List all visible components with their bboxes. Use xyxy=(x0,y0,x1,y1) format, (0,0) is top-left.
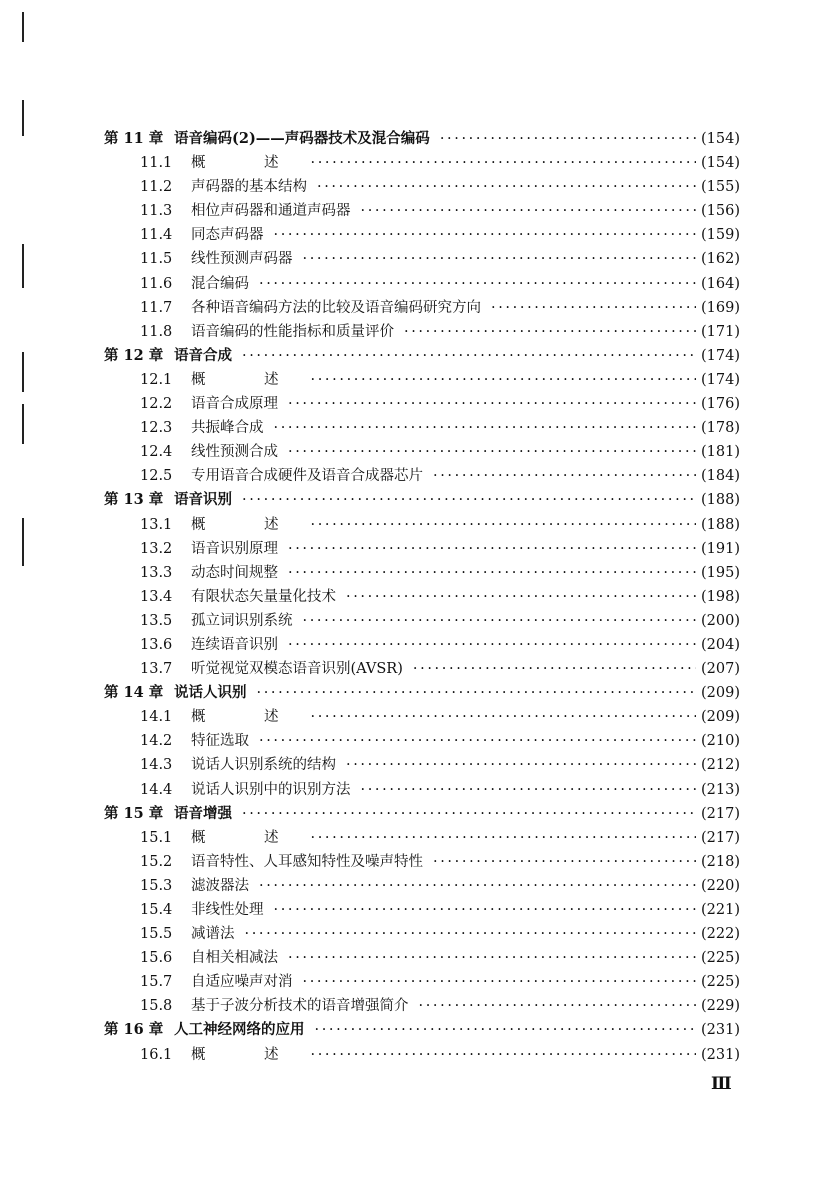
entry-heading xyxy=(140,709,305,725)
entry-title: 基于子波分析技术的语音增强简介 xyxy=(191,998,409,1015)
toc-section-entry[interactable] xyxy=(104,199,740,223)
entry-number: 13.6 xyxy=(140,636,173,653)
entry-title: 非线性处理 xyxy=(191,902,264,918)
entry-number: 11.8 xyxy=(140,323,173,340)
toc-section-entry[interactable] xyxy=(104,970,740,994)
dot-leader xyxy=(140,320,696,344)
entry-heading xyxy=(140,517,305,533)
entry-heading xyxy=(104,348,236,364)
entry-heading xyxy=(140,155,305,171)
toc-chapter-entry[interactable] xyxy=(104,681,740,705)
entry-title: 连续语音识别 xyxy=(191,636,278,653)
dot-leader xyxy=(140,199,696,223)
entry-number: 第 15 章 xyxy=(104,804,164,822)
entry-heading xyxy=(140,637,282,653)
dot-leader xyxy=(140,247,696,271)
entry-page-number: (155) xyxy=(701,175,740,199)
entry-heading xyxy=(140,782,355,798)
entry-heading xyxy=(140,565,282,581)
entry-page-number: (156) xyxy=(701,199,740,223)
dot-leader xyxy=(140,151,696,175)
entry-page-number: (231) xyxy=(701,1043,740,1067)
entry-title: 概 述 xyxy=(191,709,301,726)
entry-heading xyxy=(104,685,251,701)
entry-title: 概 述 xyxy=(191,516,301,533)
entry-number: 15.4 xyxy=(140,902,173,918)
dot-leader xyxy=(140,513,696,537)
entry-number: 第 11 章 xyxy=(104,130,164,147)
entry-heading xyxy=(140,950,282,966)
dot-leader xyxy=(140,223,696,247)
entry-page-number: (198) xyxy=(701,585,740,609)
dot-leader xyxy=(140,657,696,681)
entry-number: 11.2 xyxy=(140,179,173,196)
dot-leader xyxy=(140,296,696,320)
entry-title: 特征选取 xyxy=(191,733,249,750)
dot-leader xyxy=(140,874,696,898)
entry-title: 人工神经网络的应用 xyxy=(174,1021,305,1039)
toc-section-entry[interactable] xyxy=(104,922,740,946)
entry-page-number: (229) xyxy=(701,994,740,1018)
entry-heading xyxy=(140,613,297,629)
entry-number: 13.1 xyxy=(140,516,173,533)
entry-title: 声码器的基本结构 xyxy=(191,179,307,196)
toc-section-entry[interactable] xyxy=(104,296,740,320)
entry-title: 线性预测合成 xyxy=(191,444,278,461)
dot-leader xyxy=(140,561,696,585)
entry-title: 说话人识别中的识别方法 xyxy=(191,781,351,798)
entry-number: 14.2 xyxy=(140,733,173,750)
toc-section-entry[interactable] xyxy=(104,585,740,609)
entry-page-number: (217) xyxy=(701,802,740,826)
page-folio: Ⅲ xyxy=(711,1074,732,1094)
entry-number: 12.3 xyxy=(140,420,173,437)
entry-page-number: (209) xyxy=(701,705,740,729)
entry-page-number: (212) xyxy=(701,753,740,777)
entry-page-number: (218) xyxy=(701,850,740,874)
entry-title: 语音编码的性能指标和质量评价 xyxy=(191,323,394,340)
entry-page-number: (210) xyxy=(701,729,740,753)
entry-number: 11.1 xyxy=(140,155,173,172)
entry-number: 第 16 章 xyxy=(104,1021,164,1039)
dot-leader xyxy=(140,729,696,753)
entry-title: 概 述 xyxy=(191,1046,301,1063)
toc-section-entry[interactable] xyxy=(104,392,740,416)
scan-mark-3 xyxy=(22,352,24,392)
entry-page-number: (154) xyxy=(701,151,740,175)
entry-page-number: (184) xyxy=(701,464,740,488)
entry-page-number: (209) xyxy=(701,681,740,705)
dot-leader xyxy=(140,753,696,777)
entry-title: 语音特性、人耳感知特性及噪声特性 xyxy=(191,853,423,870)
dot-leader xyxy=(140,440,696,464)
dot-leader xyxy=(140,175,696,199)
entry-title: 滤波器法 xyxy=(191,877,249,894)
entry-title: 各种语音编码方法的比较及语音编码研究方向 xyxy=(191,299,481,316)
entry-title: 自适应噪声对消 xyxy=(191,974,293,991)
toc-section-entry[interactable] xyxy=(104,561,740,585)
entry-number: 14.3 xyxy=(140,757,173,774)
dot-leader xyxy=(104,344,696,368)
entry-page-number: (181) xyxy=(701,440,740,464)
entry-page-number: (174) xyxy=(701,344,740,368)
entry-title: 共振峰合成 xyxy=(191,420,264,437)
table-of-contents xyxy=(104,127,740,1067)
toc-section-entry[interactable] xyxy=(104,994,740,1018)
dot-leader xyxy=(140,609,696,633)
toc-section-entry[interactable] xyxy=(104,874,740,898)
entry-number: 15.5 xyxy=(140,926,173,943)
entry-heading xyxy=(104,806,236,822)
toc-section-entry[interactable] xyxy=(104,247,740,271)
entry-page-number: (154) xyxy=(701,127,740,151)
dot-leader xyxy=(140,946,696,970)
entry-number: 11.6 xyxy=(140,275,173,292)
scan-mark-4 xyxy=(22,404,24,444)
entry-title: 有限状态矢量量化技术 xyxy=(191,588,336,605)
dot-leader xyxy=(140,826,696,850)
toc-section-entry[interactable] xyxy=(104,440,740,464)
entry-heading xyxy=(104,131,434,147)
entry-title: 语音合成原理 xyxy=(191,396,278,413)
entry-heading xyxy=(140,468,427,484)
entry-number: 15.1 xyxy=(140,829,173,846)
toc-section-entry[interactable] xyxy=(104,464,740,488)
entry-page-number: (207) xyxy=(701,657,740,681)
entry-number: 15.7 xyxy=(140,974,173,991)
toc-section-entry[interactable] xyxy=(104,946,740,970)
dot-leader xyxy=(140,585,696,609)
entry-title: 概 述 xyxy=(191,155,301,172)
entry-title: 语音识别 xyxy=(174,491,232,509)
entry-heading xyxy=(140,372,305,388)
toc-section-entry[interactable] xyxy=(104,175,740,199)
dot-leader xyxy=(140,705,696,729)
entry-title: 孤立词识别系统 xyxy=(191,612,293,629)
dot-leader xyxy=(140,416,696,440)
entry-number: 13.4 xyxy=(140,588,173,605)
entry-title: 语音识别原理 xyxy=(191,540,278,557)
entry-heading xyxy=(140,998,413,1014)
dot-leader xyxy=(140,537,696,561)
dot-leader xyxy=(140,368,696,392)
entry-heading xyxy=(140,420,268,436)
entry-title: 语音增强 xyxy=(174,804,232,822)
entry-page-number: (162) xyxy=(701,247,740,271)
entry-page-number: (164) xyxy=(701,272,740,296)
entry-title: 动态时间规整 xyxy=(191,564,278,581)
entry-number: 13.7 xyxy=(140,661,173,678)
dot-leader xyxy=(140,922,696,946)
entry-title: 说话人识别系统的结构 xyxy=(191,757,336,774)
toc-section-entry[interactable] xyxy=(104,778,740,802)
dot-leader xyxy=(140,778,696,802)
entry-heading xyxy=(140,902,268,918)
entry-page-number: (231) xyxy=(701,1018,740,1042)
entry-page-number: (225) xyxy=(701,946,740,970)
entry-title: 语音编码(2)——声码器技术及混合编码 xyxy=(174,130,430,147)
entry-title: 减谱法 xyxy=(191,926,235,943)
toc-section-entry[interactable] xyxy=(104,609,740,633)
entry-number: 11.4 xyxy=(140,227,173,244)
dot-leader xyxy=(104,681,696,705)
scan-mark-top xyxy=(22,12,24,42)
entry-page-number: (213) xyxy=(701,778,740,802)
dot-leader xyxy=(104,802,696,826)
dot-leader xyxy=(104,1018,696,1042)
entry-page-number: (171) xyxy=(701,320,740,344)
entry-heading xyxy=(140,300,485,316)
entry-number: 11.5 xyxy=(140,251,173,268)
dot-leader xyxy=(140,898,696,922)
toc-chapter-entry[interactable] xyxy=(104,127,740,151)
toc-section-entry[interactable] xyxy=(104,1043,740,1067)
toc-section-entry[interactable] xyxy=(104,151,740,175)
dot-leader xyxy=(104,127,696,151)
toc-section-entry[interactable] xyxy=(104,705,740,729)
entry-page-number: (188) xyxy=(701,488,740,512)
entry-number: 15.8 xyxy=(140,998,173,1015)
entry-title: 混合编码 xyxy=(191,275,249,292)
entry-page-number: (204) xyxy=(701,633,740,657)
entry-number: 14.1 xyxy=(140,709,173,726)
entry-page-number: (169) xyxy=(701,296,740,320)
entry-heading xyxy=(140,227,268,243)
dot-leader xyxy=(140,464,696,488)
entry-number: 12.4 xyxy=(140,444,173,461)
entry-heading xyxy=(140,733,253,749)
entry-heading xyxy=(140,203,355,219)
entry-title: 自相关相减法 xyxy=(191,950,278,967)
entry-number: 13.3 xyxy=(140,564,173,581)
dot-leader xyxy=(140,970,696,994)
entry-page-number: (195) xyxy=(701,561,740,585)
entry-number: 13.5 xyxy=(140,612,173,629)
entry-number: 11.3 xyxy=(140,203,173,220)
entry-heading xyxy=(140,179,311,195)
entry-number: 15.3 xyxy=(140,877,173,894)
entry-heading xyxy=(140,661,407,677)
entry-heading xyxy=(140,926,239,942)
entry-heading xyxy=(140,854,427,870)
entry-title: 同态声码器 xyxy=(191,227,264,244)
entry-title: 线性预测声码器 xyxy=(191,251,293,268)
toc-section-entry[interactable] xyxy=(104,898,740,922)
dot-leader xyxy=(140,633,696,657)
entry-heading xyxy=(140,396,282,412)
toc-section-entry[interactable] xyxy=(104,368,740,392)
toc-chapter-entry[interactable] xyxy=(104,802,740,826)
entry-page-number: (176) xyxy=(701,392,740,416)
dot-leader xyxy=(140,850,696,874)
scan-mark-2 xyxy=(22,244,24,288)
entry-page-number: (191) xyxy=(701,537,740,561)
entry-page-number: (221) xyxy=(701,898,740,922)
scan-mark-1 xyxy=(22,100,24,136)
entry-title: 听觉视觉双模态语音识别(AVSR) xyxy=(191,661,403,678)
dot-leader xyxy=(104,488,696,512)
entry-title: 语音合成 xyxy=(174,346,232,364)
entry-page-number: (188) xyxy=(701,513,740,537)
dot-leader xyxy=(140,392,696,416)
entry-title: 概 述 xyxy=(191,829,301,846)
entry-number: 15.2 xyxy=(140,853,173,870)
scan-mark-5 xyxy=(22,518,24,566)
entry-number: 16.1 xyxy=(140,1046,173,1063)
toc-chapter-entry[interactable] xyxy=(104,488,740,512)
entry-heading xyxy=(140,878,253,894)
entry-number: 13.2 xyxy=(140,540,173,557)
entry-heading xyxy=(140,830,305,846)
entry-page-number: (217) xyxy=(701,826,740,850)
entry-title: 相位声码器和通道声码器 xyxy=(191,203,351,220)
entry-heading xyxy=(104,1022,309,1038)
entry-number: 14.4 xyxy=(140,781,173,798)
entry-number: 第 13 章 xyxy=(104,491,164,509)
entry-heading xyxy=(140,757,340,773)
entry-title: 概 述 xyxy=(191,371,301,388)
toc-chapter-entry[interactable] xyxy=(104,1018,740,1042)
entry-heading xyxy=(140,1047,305,1063)
entry-heading xyxy=(140,251,297,267)
entry-page-number: (178) xyxy=(701,416,740,440)
dot-leader xyxy=(140,272,696,296)
entry-number: 第 12 章 xyxy=(104,346,164,364)
entry-heading xyxy=(140,444,282,460)
entry-heading xyxy=(140,324,398,340)
toc-section-entry[interactable] xyxy=(104,753,740,777)
entry-page-number: (222) xyxy=(701,922,740,946)
entry-number: 12.1 xyxy=(140,371,173,388)
entry-number: 12.2 xyxy=(140,396,173,413)
toc-section-entry[interactable] xyxy=(104,416,740,440)
entry-page-number: (174) xyxy=(701,368,740,392)
entry-heading xyxy=(140,541,282,557)
toc-section-entry[interactable] xyxy=(104,729,740,753)
toc-section-entry[interactable] xyxy=(104,850,740,874)
entry-heading xyxy=(104,492,236,508)
entry-page-number: (220) xyxy=(701,874,740,898)
entry-heading xyxy=(140,276,253,292)
entry-number: 15.6 xyxy=(140,950,173,967)
dot-leader xyxy=(140,994,696,1018)
toc-section-entry[interactable] xyxy=(104,320,740,344)
entry-title: 专用语音合成硬件及语音合成器芯片 xyxy=(191,468,423,485)
entry-number: 12.5 xyxy=(140,468,173,485)
entry-title: 说话人识别 xyxy=(174,684,247,702)
entry-number: 11.7 xyxy=(140,299,173,316)
toc-section-entry[interactable] xyxy=(104,223,740,247)
entry-number: 第 14 章 xyxy=(104,684,164,702)
toc-section-entry[interactable] xyxy=(104,513,740,537)
toc-chapter-entry[interactable] xyxy=(104,344,740,368)
toc-section-entry[interactable] xyxy=(104,657,740,681)
entry-page-number: (159) xyxy=(701,223,740,247)
entry-heading xyxy=(140,974,297,990)
toc-section-entry[interactable] xyxy=(104,272,740,296)
toc-section-entry[interactable] xyxy=(104,633,740,657)
entry-page-number: (200) xyxy=(701,609,740,633)
dot-leader xyxy=(140,1043,696,1067)
entry-heading xyxy=(140,589,340,605)
entry-page-number: (225) xyxy=(701,970,740,994)
toc-section-entry[interactable] xyxy=(104,537,740,561)
toc-section-entry[interactable] xyxy=(104,826,740,850)
